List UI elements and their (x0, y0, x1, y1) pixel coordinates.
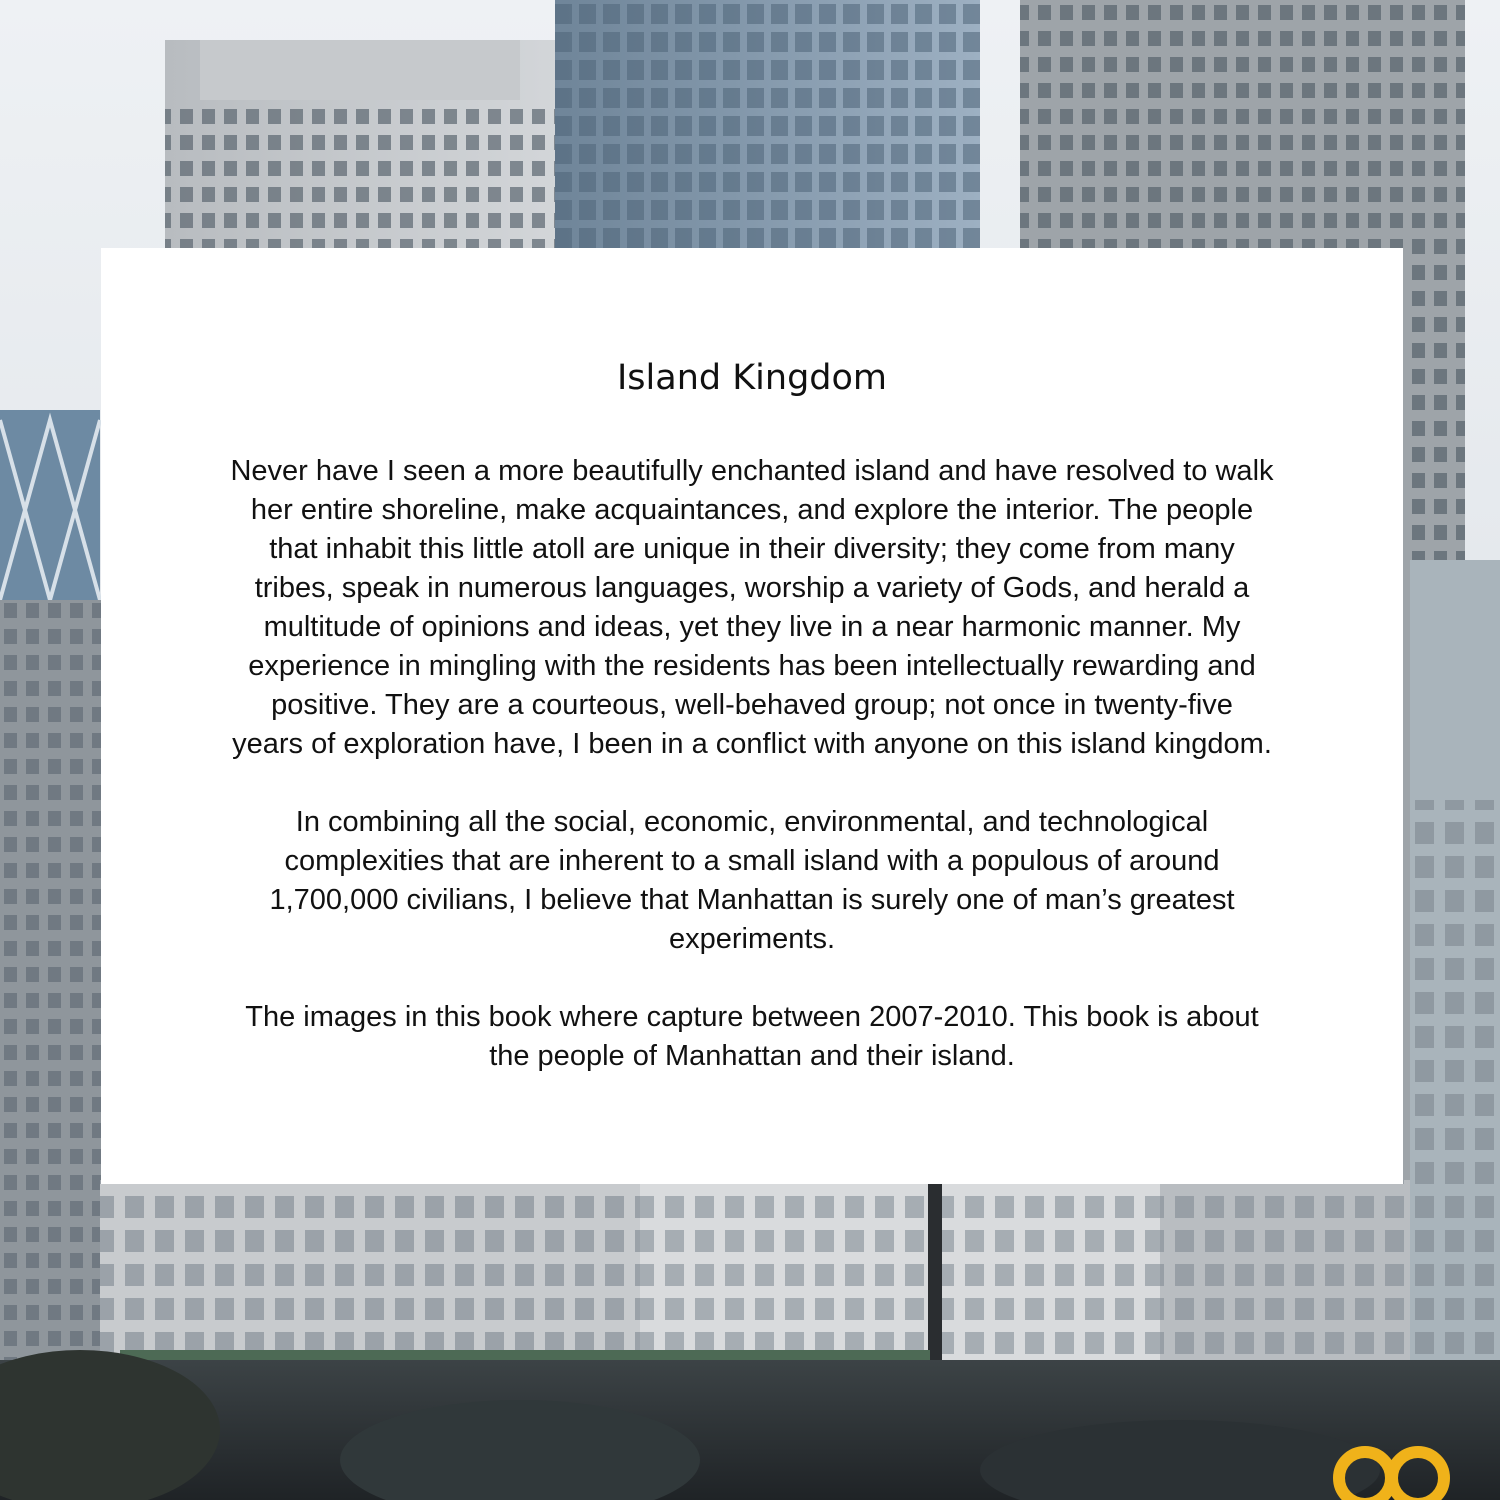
intro-paragraph (171, 452, 1333, 764)
text-line: the people of Manhattan and their island. (489, 1040, 1015, 1072)
text-line: years of exploration have, I been in a conflict with anyone on this island kingdom. (232, 728, 1272, 760)
text-line: The images in this book where capture between 2007-2010. This book is about (245, 1001, 1259, 1033)
intro-body (171, 452, 1333, 1076)
book-note-paragraph (171, 998, 1333, 1076)
text-line: tribes, speak in numerous languages, worship a variety of Gods, and herald a (254, 572, 1250, 604)
text-line: complexities that are inherent to a small island with a populous of around (284, 845, 1220, 877)
text-line: her entire shoreline, make acquaintances, and explore the interior. The people (250, 494, 1254, 526)
text-line: 1,700,000 civilians, I believe that Manhattan is surely one of man’s greatest (269, 884, 1235, 916)
text-line: Never have I seen a more beautifully enchanted island and have resolved to walk (230, 455, 1274, 487)
text-line: multitude of opinions and ideas, yet they live in a near harmonic manner. My (263, 611, 1241, 643)
text-line: positive. They are a courteous, well-behaved group; not once in twenty-five (271, 689, 1233, 721)
intro-text-card (101, 248, 1403, 1184)
text-line: experience in mingling with the residents has been intellectually rewarding and (248, 650, 1256, 682)
text-line: experiments. (668, 923, 835, 955)
text-line: In combining all the social, economic, environmental, and technological (295, 806, 1209, 838)
text-line: that inhabit this little atoll are unique in their diversity; they come from many (269, 533, 1235, 565)
page-title: Island Kingdom (616, 358, 888, 398)
manhattan-paragraph (171, 803, 1333, 959)
